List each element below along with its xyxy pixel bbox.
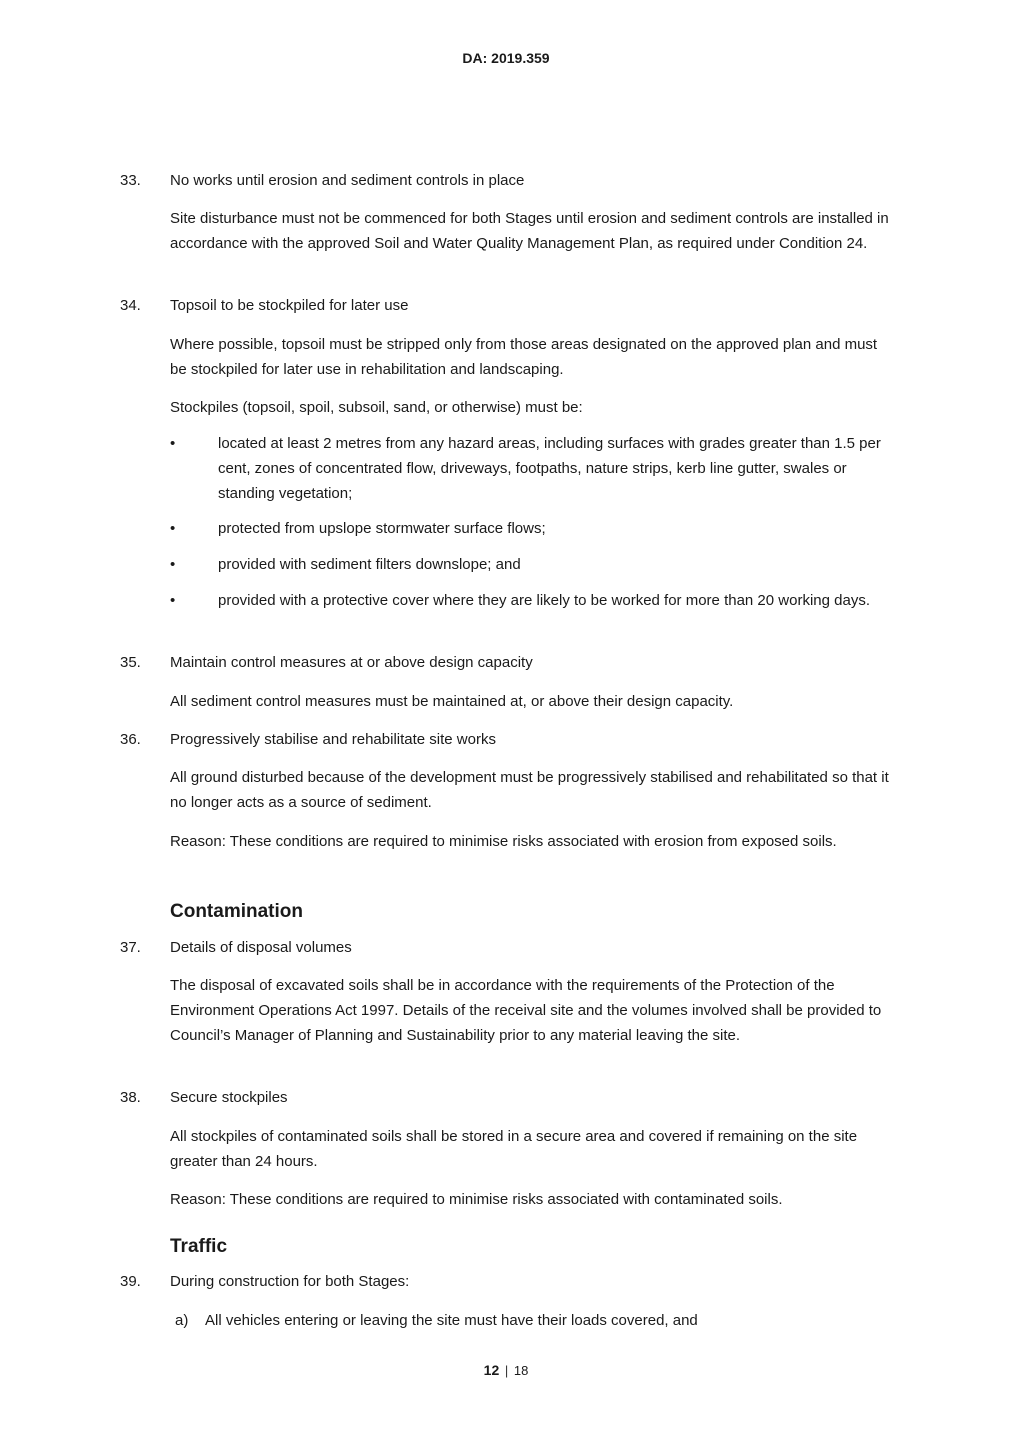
bullet-icon: • bbox=[170, 435, 176, 452]
bullet-icon: • bbox=[170, 592, 176, 609]
page-footer bbox=[0, 1362, 1012, 1378]
condition-33-number: 33. bbox=[120, 172, 141, 189]
current-page-number: 12 bbox=[483, 1362, 500, 1378]
page-separator: | bbox=[504, 1363, 509, 1378]
condition-36-title: Progressively stabilise and rehabilitate site works bbox=[170, 731, 496, 748]
condition-35-title: Maintain control measures at or above design capacity bbox=[170, 654, 533, 671]
condition-34-number: 34. bbox=[120, 297, 141, 314]
condition-37-body: The disposal of excavated soils shall be in accordance with the requirements of the Protection of the Environment Operations Act 1997. Details of the receival site and the volumes involved shall be provided to Council’s Manager of Planning and Sustainability prior to any material leaving the site. bbox=[170, 977, 882, 1044]
condition-35-number: 35. bbox=[120, 654, 141, 671]
section-heading-contamination: Contamination bbox=[170, 901, 303, 922]
condition-39-sub-a-text: All vehicles entering or leaving the site must have their loads covered, and bbox=[205, 1312, 698, 1329]
document-header-da-number: DA: 2019.359 bbox=[462, 50, 550, 66]
condition-34-stockpile-intro: Stockpiles (topsoil, spoil, subsoil, sand, or otherwise) must be: bbox=[170, 399, 583, 416]
condition-34-title: Topsoil to be stockpiled for later use bbox=[170, 297, 409, 314]
stockpile-bullet-item: provided with a protective cover where they are likely to be worked for more than 20 working days. bbox=[218, 592, 870, 609]
stockpile-bullet-item: protected from upslope stormwater surface flows; bbox=[218, 520, 546, 537]
bullet-icon: • bbox=[170, 520, 176, 537]
bullet-icon: • bbox=[170, 556, 176, 573]
section-heading-traffic: Traffic bbox=[170, 1236, 228, 1257]
condition-39-number: 39. bbox=[120, 1273, 141, 1290]
condition-33-title: No works until erosion and sediment controls in place bbox=[170, 172, 525, 189]
condition-38-number: 38. bbox=[120, 1089, 141, 1106]
condition-34-body: Where possible, topsoil must be stripped only from those areas designated on the approved plan and must be stockpiled for later use in rehabilitation and landscaping. bbox=[170, 336, 878, 378]
stockpile-bullet-item: provided with sediment filters downslope; and bbox=[218, 556, 521, 573]
condition-38-title: Secure stockpiles bbox=[170, 1089, 288, 1106]
condition-33-body: Site disturbance must not be commenced for both Stages until erosion and sediment controls are installed in accordance with the approved Soil and Water Quality Management Plan, as required under Condition 24. bbox=[170, 210, 889, 252]
stockpile-bullet-item: located at least 2 metres from any hazard areas, including surfaces with grades greater than 1.5 per cent, zones of concentrated flow, driveways, footpaths, nature strips, kerb line gutter, swales or standing vegetation; bbox=[218, 435, 881, 502]
condition-37-number: 37. bbox=[120, 939, 141, 956]
condition-38-body: All stockpiles of contaminated soils shall be stored in a secure area and covered if remaining on the site greater than 24 hours. bbox=[170, 1128, 858, 1170]
condition-38-reason: Reason: These conditions are required to minimise risks associated with contaminated soils. bbox=[170, 1191, 783, 1208]
total-pages: 18 bbox=[513, 1363, 529, 1378]
condition-37-title: Details of disposal volumes bbox=[170, 939, 352, 956]
condition-36-reason: Reason: These conditions are required to minimise risks associated with erosion from exposed soils. bbox=[170, 833, 837, 850]
condition-35-body: All sediment control measures must be maintained at, or above their design capacity. bbox=[170, 693, 734, 710]
condition-36-body: All ground disturbed because of the development must be progressively stabilised and rehabilitated so that it no longer acts as a source of sediment. bbox=[170, 769, 889, 811]
condition-39-title: During construction for both Stages: bbox=[170, 1273, 410, 1290]
condition-39-sub-a-label: a) bbox=[175, 1312, 189, 1329]
condition-36-number: 36. bbox=[120, 731, 141, 748]
